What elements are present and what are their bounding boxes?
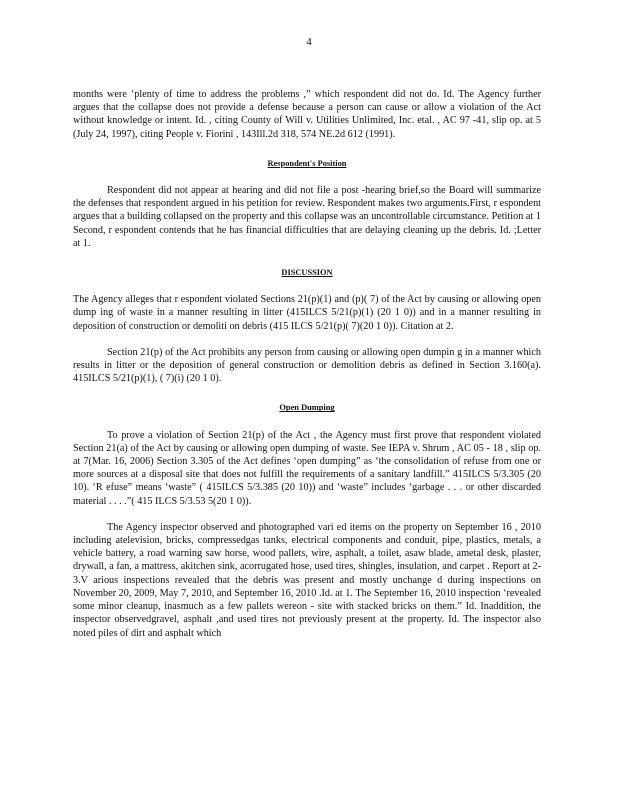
paragraph-discussion-1: The Agency alleges that r espondent violated Sections 21(p)(1) and (p)( 7) of the Act by causing or allowing open dump ing of waste in a manner resulting in litter (415ILCS 5/21(p)(1) (20 1 0)) and in a manner resulting in deposition of construction or demoliti on debris (415 ILCS 5/21(p)( 7)(20 1 0)). Citation at 2.: [73, 294, 541, 332]
paragraph-discussion-2: Section 21(p) of the Act prohibits any person from causing or allowing open dumpin g in a manner which results in litter or the deposition of general construction or demolition debris as defined in Section 3.160(a). 415ILCS 5/21(p)(1), ( 7)(i) (20 1 0).: [73, 346, 541, 385]
page-number: 4: [306, 36, 312, 48]
heading-respondents-position: Respondent's Position: [267, 158, 347, 168]
paragraph-intro: months were ‘plenty of time to address the problems ,” which respondent did not do. Id. The Agency further argues that the collapse does not provide a defense because a person can cause or allow a violation of the Act without knowledge or intent. Id. , citing County of Will v. Utilities Unlimited, Inc. etal. , AC 97 -41, slip op. at 5 (July 24, 1997), citing People v. Fiorini , 143Ill.2d 318, 574 NE.2d 612 (1991).: [73, 89, 541, 140]
paragraph-respondent: Respondent did not appear at hearing and did not file a post -hearing brief,so the Board will summarize the defenses that respondent argued in his petition for review. Respondent makes two arguments.First, r espondent argues that a building collapsed on the property and this collapse was an uncontrollable circumstance. Petition at 1 Second, r espondent contends that he has financial difficulties that are delaying cleaning up the debris. Id. ;Letter at 1.: [73, 185, 541, 249]
paragraph-open-dumping-1: To prove a violation of Section 21(p) of the Act , the Agency must first prove that respondent violated Section 21(a) of the Act by causing or allowing open dumping of waste. See IEPA v. Shrum , AC 05 - 18 , slip op. at 7(Mar. 16, 2006) Section 3.305 of the Act defines ‘open dumping” as ‘the consolidation of refuse from one or more sources at a disposal site that does not fulfill the requirements of a sanitary landfill.” 415ILCS 5/3.305 (20 10). ‘R efuse” means ‘waste” ( 415ILCS 5/3.385 (20 10)) and ‘waste” includes ‘garbage . . . or other discarded material . . . .”( 415 ILCS 5/3.53 5(20 1 0)).: [73, 429, 541, 507]
document-body: [73, 88, 541, 640]
heading-open-dumping: Open Dumping: [279, 403, 335, 413]
paragraph-open-dumping-2: The Agency inspector observed and photographed vari ed items on the property on September 16 , 2010 including atelevision, bricks, compressedgas tanks, electrical components and conduit, pipe, plastics, metals, a vehicle battery, a road warning saw horse, wood pallets, wire, asphalt, a toilet, asaw blade, ametal desk, plaster, drywall, a fan, a mattress, akitchen sink, acorrugated hose, used tires, shingles, insulation, and carpet . Report at 2-3.V arious inspections revealed that the debris was present and mostly unchange d during inspections on November 20, 2009, May 7, 2010, and September 16, 2010 .Id. at 1. The September 16, 2010 inspection ‘revealed some minor cleanup, inasmuch as a few pallets wereon - site with stacked bricks on them.” Id. Inaddition, the inspector observedgravel, asphalt ,and used tires not previously present at the property. Id. The inspector also noted piles of dirt and asphalt which: [73, 521, 541, 639]
heading-discussion: DISCUSSION: [281, 268, 333, 278]
